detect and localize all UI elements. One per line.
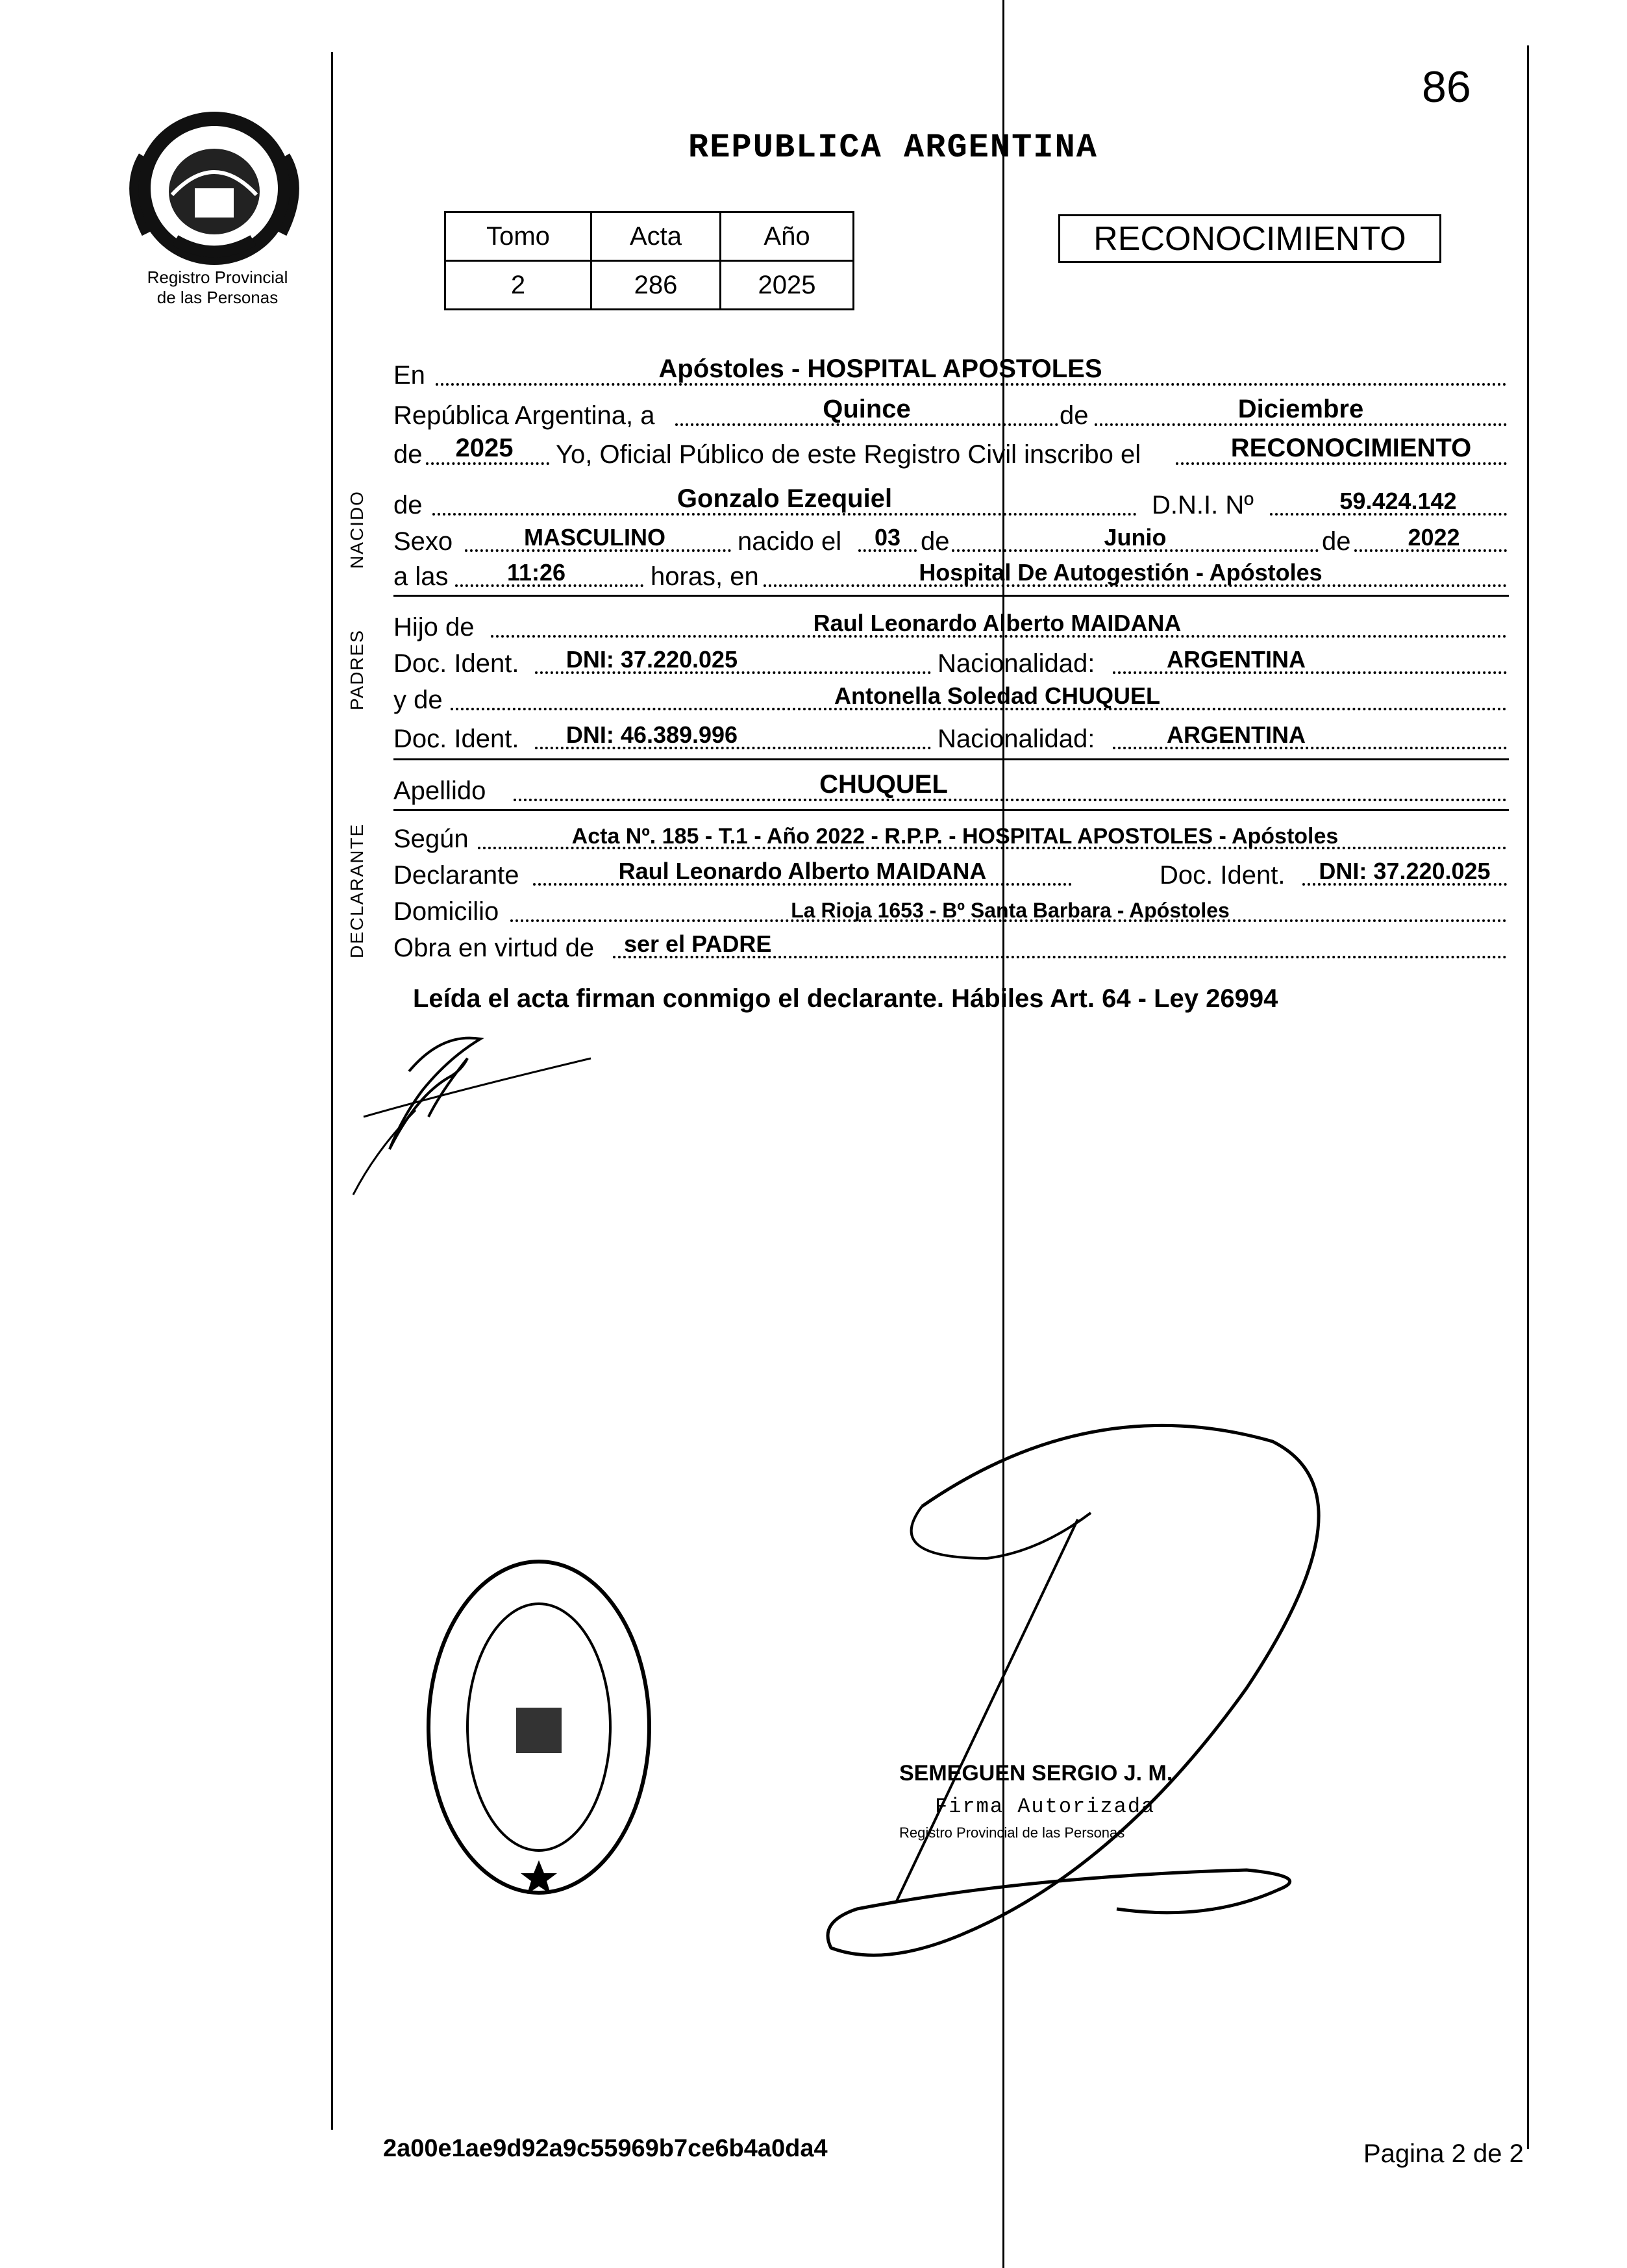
page-of: Pagina 2 de 2 <box>1363 2139 1524 2168</box>
officer-role: Firma Autorizada <box>935 1795 1156 1819</box>
side-label-padres: PADRES <box>347 629 367 710</box>
declarant-signature <box>351 1019 610 1214</box>
side-label-declarante: DECLARANTE <box>347 823 367 958</box>
value-hora: 11:26 <box>506 559 566 586</box>
acta-header: Acta <box>591 212 721 261</box>
label-republica: República Argentina, a <box>393 401 655 430</box>
value-dni: 59.424.142 <box>1339 488 1457 514</box>
value-anio: 2025 <box>455 434 514 462</box>
record-table <box>444 211 854 310</box>
section-rule-nacido <box>393 595 1509 597</box>
label-a-las: a las <box>393 562 449 591</box>
left-margin-line <box>331 52 333 2130</box>
label-padre-nacionalidad: Nacionalidad: <box>938 649 1095 678</box>
row-sexo <box>393 525 1509 558</box>
label-de-anio: de <box>393 440 423 469</box>
country-title: REPUBLICA ARGENTINA <box>688 129 1098 167</box>
value-domicilio: La Rioja 1653 - Bº Santa Barbara - Apóstoles <box>791 899 1230 922</box>
section-rule-apellido <box>393 809 1509 811</box>
label-sexo: Sexo <box>393 527 453 556</box>
label-oficial: Yo, Oficial Público de este Registro Civil inscribo el <box>556 440 1141 469</box>
row-padre-doc <box>393 647 1509 680</box>
row-madre <box>393 683 1509 717</box>
right-margin-line <box>1527 45 1529 2149</box>
label-nacido-el: nacido el <box>738 527 842 556</box>
label-madre-doc: Doc. Ident. <box>393 725 519 753</box>
document-hash: 2a00e1ae9d92a9c55969b7ce6b4a0da4 <box>383 2135 828 2162</box>
value-madre-nac: ARGENTINA <box>1167 721 1306 748</box>
label-de-nac-anio: de <box>1322 527 1351 556</box>
row-padre <box>393 610 1509 644</box>
value-declarante-doc: DNI: 37.220.025 <box>1319 858 1491 884</box>
value-nombre: Gonzalo Ezequiel <box>677 484 893 513</box>
act-type-box: RECONOCIMIENTO <box>1058 214 1441 263</box>
label-de-nombre: de <box>393 491 423 519</box>
value-madre-doc: DNI: 46.389.996 <box>565 721 738 748</box>
value-nac-mes: Junio <box>1104 524 1167 551</box>
value-padre: Raul Leonardo Alberto MAIDANA <box>813 610 1182 636</box>
record-table-header-row <box>445 212 854 261</box>
official-seal-stamp <box>422 1555 656 1899</box>
section-rule-padres <box>393 758 1509 760</box>
logo-caption-line1: Registro Provincial <box>147 268 288 287</box>
row-oficial <box>393 434 1509 471</box>
label-domicilio: Domicilio <box>393 897 499 926</box>
value-padre-doc: DNI: 37.220.025 <box>565 646 738 673</box>
label-segun: Según <box>393 825 469 853</box>
label-hijo-de: Hijo de <box>393 613 475 642</box>
row-apellido <box>393 770 1509 808</box>
row-obra <box>393 931 1509 965</box>
label-padre-doc: Doc. Ident. <box>393 649 519 678</box>
row-hora <box>393 560 1509 593</box>
label-declarante-doc: Doc. Ident. <box>1160 861 1285 890</box>
province-emblem-logo <box>117 104 312 273</box>
value-declarante: Raul Leonardo Alberto MAIDANA <box>618 858 987 884</box>
officer-signature <box>753 1364 1370 1987</box>
label-declarante: Declarante <box>393 861 519 890</box>
value-dia: Quince <box>823 395 911 423</box>
row-segun <box>393 822 1509 856</box>
label-obra: Obra en virtud de <box>393 934 595 962</box>
row-fecha <box>393 395 1509 432</box>
row-madre-doc <box>393 722 1509 756</box>
anio-value: 2025 <box>721 261 854 310</box>
closing-statement: Leída el acta firman conmigo el declarante. Hábiles Art. 64 - Ley 26994 <box>413 984 1278 1013</box>
value-mes: Diciembre <box>1237 395 1364 423</box>
value-madre: Antonella Soledad CHUQUEL <box>834 682 1161 709</box>
label-madre-nacionalidad: Nacionalidad: <box>938 725 1095 753</box>
anio-header: Año <box>721 212 854 261</box>
value-sexo: MASCULINO <box>524 524 665 551</box>
value-nac-dia: 03 <box>874 524 901 551</box>
logo-caption <box>110 268 325 308</box>
tomo-header: Tomo <box>445 212 591 261</box>
row-declarante <box>393 858 1509 892</box>
label-apellido: Apellido <box>393 777 486 805</box>
officer-org: Registro Provincial de las Personas <box>899 1825 1125 1841</box>
record-table-value-row <box>445 261 854 310</box>
value-padre-nac: ARGENTINA <box>1167 646 1306 673</box>
value-tipo: RECONOCIMIENTO <box>1230 434 1472 462</box>
value-lugar: Apóstoles - HOSPITAL APOSTOLES <box>658 355 1102 383</box>
label-dni: D.N.I. Nº <box>1152 491 1254 519</box>
label-de-mes: de <box>1060 401 1089 430</box>
row-nombre <box>393 484 1509 522</box>
officer-name: SEMEGUEN SERGIO J. M. <box>899 1761 1173 1786</box>
label-horas-en: horas, en <box>651 562 759 591</box>
label-de-nac-mes: de <box>921 527 950 556</box>
value-lugar-nac: Hospital De Autogestión - Apóstoles <box>919 559 1323 586</box>
row-domicilio <box>393 895 1509 928</box>
value-segun: Acta Nº. 185 - T.1 - Año 2022 - R.P.P. - HOSPITAL APOSTOLES - Apóstoles <box>571 824 1339 849</box>
page-number: 86 <box>1422 62 1471 112</box>
value-apellido: CHUQUEL <box>819 770 948 799</box>
tomo-value: 2 <box>445 261 591 310</box>
side-label-nacido: NACIDO <box>347 490 367 569</box>
acta-value: 286 <box>591 261 721 310</box>
label-y-de: y de <box>393 686 443 714</box>
label-en: En <box>393 361 425 390</box>
row-lugar <box>393 355 1509 392</box>
logo-caption-line2: de las Personas <box>156 288 279 307</box>
value-obra: ser el PADRE <box>624 930 772 957</box>
value-nac-anio: 2022 <box>1408 524 1460 551</box>
